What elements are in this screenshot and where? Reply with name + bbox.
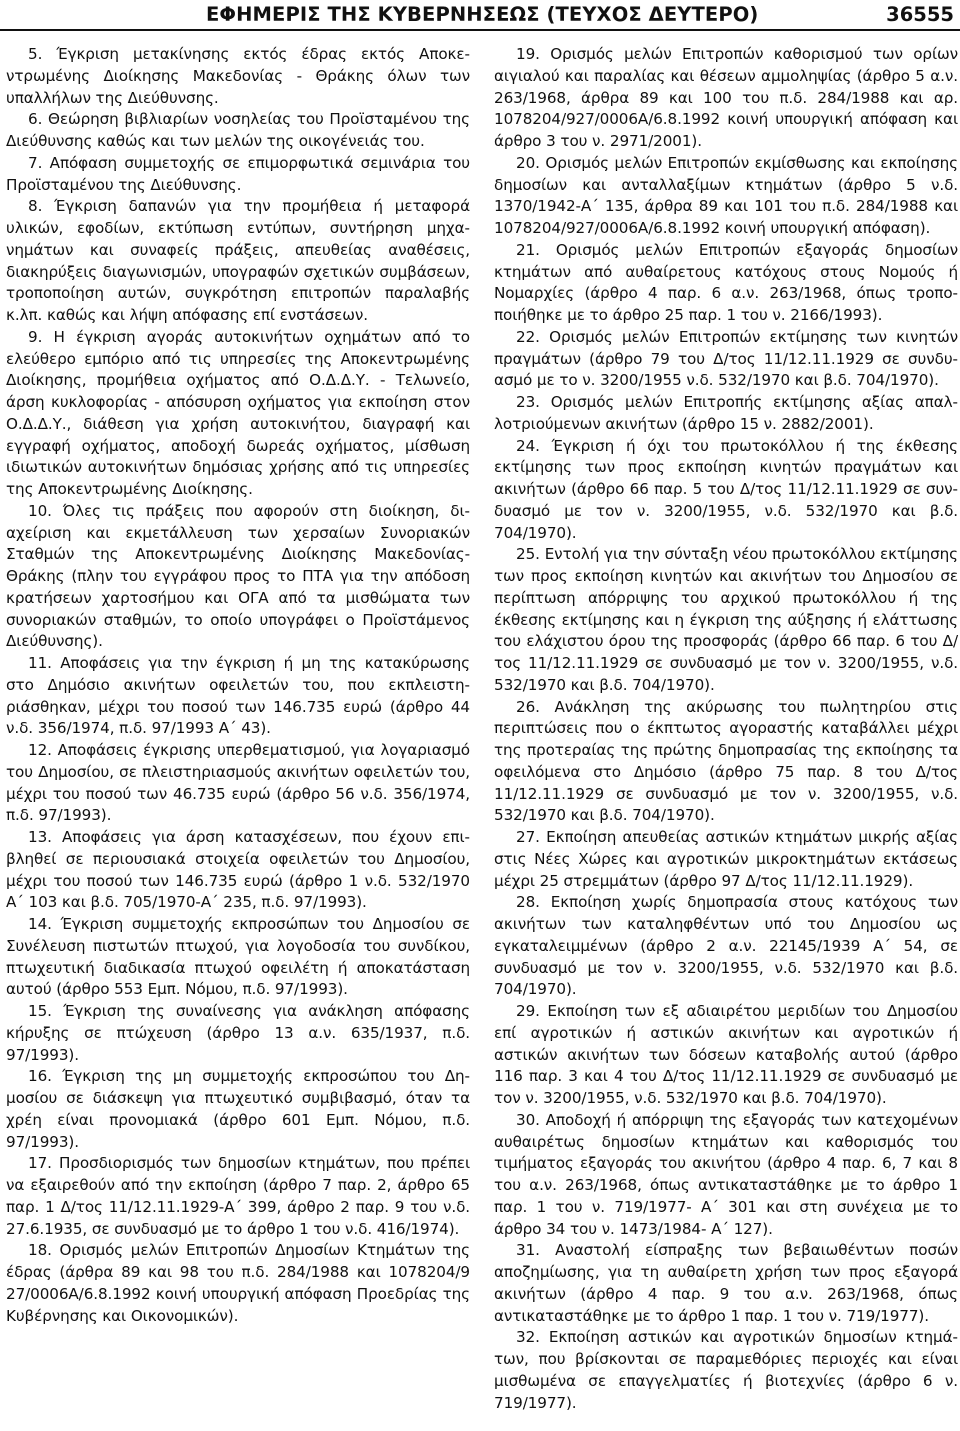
paragraph-7: 7. Απόφαση συμμετοχής σε επιμορφωτικά σεμινάρια του Προϊσταμένου της Διεύθυνσης. (6, 153, 470, 194)
paragraph-28: 28. Εκποίηση χωρίς δημοπρασία στους κατόχους των ακινήτων των καταληφθέντων υπό του Δημοσίου ως εγκαταλειμμένων (άρθρο 2 α.ν. 22145/1939 Α΄ 54, σε συνδυασμό με τον ν. 3200/1955, ν.δ. 532/1970 και β.δ. 704/1970). (494, 893, 958, 999)
paragraph-14: 14. Έγκριση συμμετοχής εκπροσώπων του Δημοσίου σε Συνέλευση πιστωτών πτωχού, για λογοδοσία του συνδίκου, πτωχευτική διαδικασία πτωχού οφειλέτη ή αποκατάσταση αυτού (άρθρο 553 Εμπ. Νόμου, π.δ. 97/1993). (6, 915, 470, 999)
paragraph-21: 21. Ορισμός μελών Επιτροπών εξαγοράς δημοσίων κτημάτων από αυθαίρετους κατόχους στους Νομούς ή Νομαρχίες (άρθρο 4 παρ. 6 α.ν. 263/1968, όπως τροποποιήθηκε με το άρθρο 25 παρ. 1 του ν. 2166/1993). (494, 240, 958, 324)
paragraph-24: 24. Έγκριση ή όχι του πρωτοκόλλου ή της έκθεσης εκτίμησης των προς εκποίηση κινητών πραγμάτων και ακινήτων (άρθρο 66 παρ. 5 του Δ/τος 11/12.11.1929 σε συνδυασμό με τον ν. 3200/1955, ν.δ. 532/1970 και β.δ. 704/1970). (494, 436, 958, 542)
paragraph-6: 6. Θεώρηση βιβλιαρίων νοσηλείας του Προϊσταμένου της Διεύθυνσης καθώς και των μελών της οικογένειάς του. (6, 110, 470, 150)
paragraph-31: 31. Αναστολή είσπραξης των βεβαιωθέντων ποσών αποζημίωσης, για τη αυθαίρετη χρήση των προς εξαγορά ακινήτων (άρθρο 4 παρ. 9 του α.ν. 263/1968, όπως αντικαταστάθηκε με το άρθρο 1 παρ. 1 του ν. 719/1977). (494, 1241, 958, 1325)
paragraph-13: 13. Αποφάσεις για άρση κατασχέσεων, που έχουν επιβληθεί σε περιουσιακά στοιχεία οφειλετών του Δημοσίου, μέχρι του ποσού των 146.735 ευρώ (άρθρο 1 ν.δ. 532/1970 Α΄ 103 και β.δ. 705/1970-Α΄ 235, π.δ. 97/1993). (6, 828, 470, 912)
right-column (494, 44, 958, 1414)
paragraph-15: 15. Έγκριση της συναίνεσης για ανάκληση απόφασης κήρυξης σε πτώχευση (άρθρο 13 α.ν. 635/1937, π.δ. 97/1993). (6, 1002, 470, 1064)
page-number: 36555 (886, 3, 954, 26)
paragraph-9: 9. Η έγκριση αγοράς αυτοκινήτων οχημάτων από το ελεύθερο εμπόριο από τις υπηρεσίες της Αποκεντρωμένης Διοίκησης, προμήθεια οχήματος από Ο.Δ.Δ.Υ. - Τελωνείο, άρση κυκλοφορίας - απόσυρση οχήματος για εκποίηση στον Ο.Δ.Δ.Υ., διάθεση για χρήση αυτοκινήτου, διαγραφή και εγγραφή οχήματος, αποδοχή δωρεάς οχήματος, μίσθωση ιδιωτικών αυτοκινήτων δημόσιας χρήσης από τις υπηρεσίες της Αποκεντρωμένης Διοίκησης. (6, 327, 470, 498)
paragraph-19: 19. Ορισμός μελών Επιτροπών καθορισμού των ορίων αιγιαλού και παραλίας και θέσεων αμμοληψίας (άρθρο 5 α.ν. 263/1968, άρθρα 89 και 100 του π.δ. 284/1988 και αρ. 1078204/927/0006Α/6.8.1992 κοινή υπουργική απόφαση και άρθρο 3 του ν. 2971/2001). (494, 45, 958, 150)
paragraph-23: 23. Ορισμός μελών Επιτροπής εκτίμησης αξίας απαλλοτριούμενων ακινήτων (άρθρο 15 ν. 2882/2001). (494, 393, 958, 433)
paragraph-10: 10. Όλες τις πράξεις που αφορούν στη διοίκηση, διαχείριση και εκμετάλλευση των χερσαίων Συνοριακών Σταθμών της Αποκεντρωμένης Διοίκησης Μακεδονίας-Θράκης (πλην του εγγράφου προς το ΠΤΑ για την απόδοση κρατήσεων χαρτοσήμου και ΟΓΑ από τα μισθώματα των συνοριακών σταθμών, το οποίο υπογράφει ο Προϊστάμενος Διεύθυνσης). (6, 501, 470, 651)
paragraph-20: 20. Ορισμός μελών Επιτροπών εκμίσθωσης και εκποίησης δημοσίων και ανταλλαξίμων κτημάτων (άρθρο 5 ν.δ. 1370/1942-Α΄ 135, άρθρα 89 και 101 του π.δ. 284/1988 και 1078204/927/0006Α/6.8.1992 κοινή υπουργική απόφαση). (494, 153, 958, 237)
paragraph-18: 18. Ορισμός μελών Επιτροπών Δημοσίων Κτημάτων της έδρας (άρθρα 89 και 98 του π.δ. 284/1988 και 1078204/9 27/0006Α/6.8.1992 κοινή υπουργική απόφαση Προεδρίας της Κυβέρνησης και Οικονομικών). (6, 1241, 470, 1325)
gazette-title: ΕΦΗΜΕΡΙΣ ΤΗΣ ΚΥΒΕΡΝΗΣΕΩΣ (ΤΕΥΧΟΣ ΔΕΥΤΕΡΟ) (206, 3, 759, 26)
header-divider (0, 29, 960, 31)
paragraph-5: 5. Έγκριση μετακίνησης εκτός έδρας εκτός Αποκεντρωμένης Διοίκησης Μακεδονίας - Θράκης όλων των υπαλλήλων της Διεύθυνσης. (6, 45, 470, 107)
paragraph-12: 12. Αποφάσεις έγκρισης υπερθεματισμού, για λογαριασμό του Δημοσίου, σε πλειστηριασμούς ακινήτων οφειλετών του, μέχρι του ποσού των 46.735 ευρώ (άρθρο 56 ν.δ. 356/1974, π.δ. 97/1993). (6, 741, 470, 825)
paragraph-26: 26. Ανάκληση της ακύρωσης του πωλητηρίου στις περιπτώσεις που ο έκπτωτος αγοραστής καταβάλλει μέχρι της προτεραίας της πρώτης δημοπρασίας της εκποίησης τα οφειλόμενα στο Δημόσιο (άρθρο 75 παρ. 8 του Δ/τος 11/12.11.1929 σε συνδυασμό με τον ν. 3200/1955, ν.δ. 532/1970 και β.δ. 704/1970). (494, 697, 958, 825)
paragraph-30: 30. Αποδοχή ή απόρριψη της εξαγοράς των κατεχομένων αυθαιρέτως δημοσίων κτημάτων και καθορισμός του τιμήματος εξαγοράς του ακινήτου (άρθρο 4 παρ. 6, 7 και 8 του α.ν. 263/1968, όπως αντικαταστάθηκε με το άρθρο 1 παρ. 1 του ν. 719/1977- Α΄ 301 και στη συνέχεια με το άρθρο 34 του ν. 1473/1984- Α΄ 127). (494, 1110, 958, 1238)
paragraph-25: 25. Εντολή για την σύνταξη νέου πρωτοκόλλου εκτίμησης των προς εκποίηση κινητών και ακινήτων του Δημοσίου σε περίπτωση απόρριψης του αρχικού πρωτοκόλλου ή της έκθεσης εκτίμησης και η έγκριση της αύξησης ή ελάττωσης του ελάχιστου όρου της προσφοράς (άρθρο 66 παρ. 6 του Δ/τος 11/12.11.1929 σε συνδυασμό με τον ν. 3200/1955, ν.δ. 532/1970 και β.δ. 704/1970). (494, 545, 958, 694)
paragraph-8: 8. Έγκριση δαπανών για την προμήθεια ή μεταφορά υλικών, εφοδίων, εκτύπωση εντύπων, συντήρηση μηχανημάτων και συναφείς πράξεις, απευθείας αναθέσεις, διακηρύξεις διαγωνισμών, υπογραφών σχετικών συμβάσεων, τροποποίηση αυτών, συγκρότηση επιτροπών παραλαβής κ.λπ. καθώς και λήψη απόφασης επί ενστάσεων. (6, 197, 470, 324)
paragraph-11: 11. Αποφάσεις για την έγκριση ή μη της κατακύρωσης στο Δημόσιο ακινήτων οφειλετών του, που εκπλειστηριάσθηκαν, μέχρι του ποσού των 146.735 ευρώ (άρθρο 44 ν.δ. 356/1974, π.δ. 97/1993 Α΄ 43). (6, 654, 470, 738)
paragraph-32: 32. Εκποίηση αστικών και αγροτικών δημοσίων κτημάτων, που βρίσκονται σε παραμεθόριες περιοχές και είναι μισθωμένα σε επαγγελματίες ή βιοτεχνίες (άρθρο 6 ν. 719/1977). (494, 1328, 958, 1412)
paragraph-22: 22. Ορισμός μελών Επιτροπών εκτίμησης των κινητών πραγμάτων (άρθρο 79 του Δ/τος 11/12.11.1929 σε συνδυασμό με το ν. 3200/1955 ν.δ. 532/1970 και β.δ. 704/1970). (494, 327, 958, 390)
paragraph-16: 16. Έγκριση της μη συμμετοχής εκπροσώπου του Δημοσίου σε διάσκεψη για πτωχευτικό συμβιβασμό, όταν τα χρέη είναι προνομιακά (άρθρο 601 Εμπ. Νόμου, π.δ. 97/1993). (6, 1067, 470, 1151)
paragraph-29: 29. Εκποίηση των εξ αδιαιρέτου μεριδίων του Δημοσίου επί αγροτικών ή αστικών ακινήτων και αγροτικών ή αστικών ακινήτων των δόσεων καταβολής αυτού (άρθρο 116 παρ. 3 και 4 του Δ/τος 11/12.11.1929 σε συνδυασμό με τον ν. 3200/1955, ν.δ. 532/1970 και β.δ. 704/1970). (494, 1002, 958, 1107)
paragraph-27: 27. Εκποίηση απευθείας αστικών κτημάτων μικρής αξίας στις Νέες Χώρες και αγροτικών μικροκτημάτων εκτάσεως μέχρι 25 στρεμμάτων (άρθρο 97 Δ/τος 11/12.11.1929). (494, 828, 958, 890)
page-header (0, 0, 960, 34)
paragraph-17: 17. Προσδιορισμός των δημοσίων κτημάτων, που πρέπει να εξαιρεθούν από την εκποίηση (άρθρο 7 παρ. 2, άρθρο 65 παρ. 1 Δ/τος 11/12.11.1929-Α΄ 399, άρθρο 2 παρ. 9 του ν.δ. 27.6.1935, σε συνδυασμό με το άρθρο 1 του ν.δ. 416/1974). (6, 1154, 470, 1238)
left-column (6, 44, 470, 1327)
